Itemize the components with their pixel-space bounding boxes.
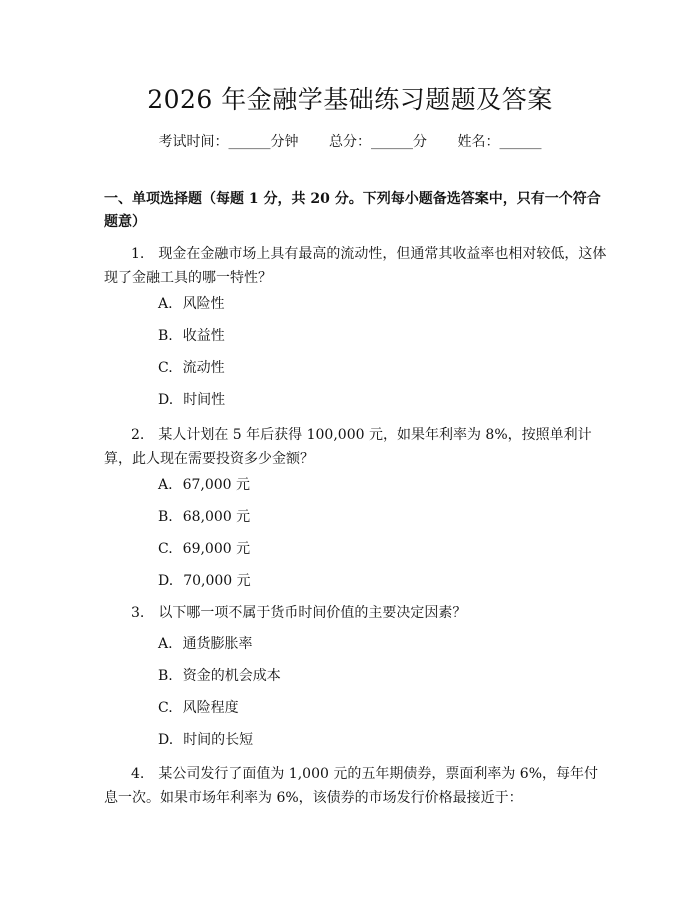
- option-2d: [158, 571, 251, 591]
- option-letter: C.: [158, 541, 173, 557]
- option-1a: [158, 294, 225, 314]
- exam-meta: [0, 131, 700, 151]
- question-3: [104, 601, 609, 625]
- option-letter: C.: [158, 700, 173, 716]
- option-letter: A.: [158, 636, 173, 652]
- question-2: [104, 423, 609, 471]
- option-3b: [158, 666, 281, 686]
- option-text: 通货膨胀率: [182, 636, 253, 652]
- option-text: 风险性: [182, 296, 225, 312]
- option-letter: D.: [158, 392, 174, 408]
- option-letter: D.: [158, 732, 174, 748]
- exam-time-field: 考试时间：______分钟: [158, 134, 299, 150]
- option-1c: [158, 358, 225, 378]
- option-text: 69,000 元: [182, 541, 251, 557]
- page-title: 2026 年金融学基础练习题题及答案: [147, 85, 553, 114]
- total-score-field: 总分：______分: [329, 134, 427, 150]
- option-letter: B.: [158, 668, 173, 684]
- option-letter: A.: [158, 296, 173, 312]
- option-2a: [158, 475, 250, 495]
- option-text: 67,000 元: [182, 477, 250, 493]
- option-text: 时间的长短: [183, 732, 254, 748]
- option-3a: [158, 634, 253, 654]
- question-number: 3.: [131, 605, 145, 621]
- question-text: 某人计划在 5 年后获得 100,000 元，如果年利率为 8%，按照单利计算，此人现在需要投资多少金额？: [104, 427, 592, 467]
- option-letter: B.: [158, 328, 173, 344]
- option-text: 68,000 元: [182, 509, 251, 525]
- question-1: [104, 242, 609, 290]
- option-text: 资金的机会成本: [182, 668, 281, 684]
- option-1d: [158, 390, 225, 410]
- question-number: 1.: [131, 246, 145, 262]
- option-text: 时间性: [183, 392, 226, 408]
- question-text: 现金在金融市场上具有最高的流动性，但通常其收益率也相对较低，这体现了金融工具的哪一特性？: [104, 246, 607, 286]
- option-3c: [158, 698, 239, 718]
- section-heading: 一、单项选择题（每题 1 分，共 20 分。下列每小题备选答案中，只有一个符合题意）: [104, 191, 601, 230]
- option-3d: [158, 730, 253, 750]
- question-4: [104, 762, 609, 810]
- question-number: 4.: [131, 766, 145, 782]
- option-letter: D.: [158, 573, 174, 589]
- option-letter: A.: [158, 477, 173, 493]
- student-name-field: 姓名：______: [457, 134, 542, 150]
- option-letter: C.: [158, 360, 173, 376]
- question-text: 某公司发行了面值为 1,000 元的五年期债券，票面利率为 6%，每年付息一次。如果市场年利率为 6%，该债券的市场发行价格最接近于：: [104, 766, 598, 806]
- option-letter: B.: [158, 509, 173, 525]
- option-text: 流动性: [182, 360, 225, 376]
- question-number: 2.: [131, 427, 145, 443]
- option-2c: [158, 539, 250, 559]
- option-2b: [158, 507, 250, 527]
- option-1b: [158, 326, 225, 346]
- question-text: 以下哪一项不属于货币时间价值的主要决定因素？: [158, 605, 467, 621]
- option-text: 收益性: [182, 328, 225, 344]
- option-text: 风险程度: [182, 700, 239, 716]
- option-text: 70,000 元: [183, 573, 251, 589]
